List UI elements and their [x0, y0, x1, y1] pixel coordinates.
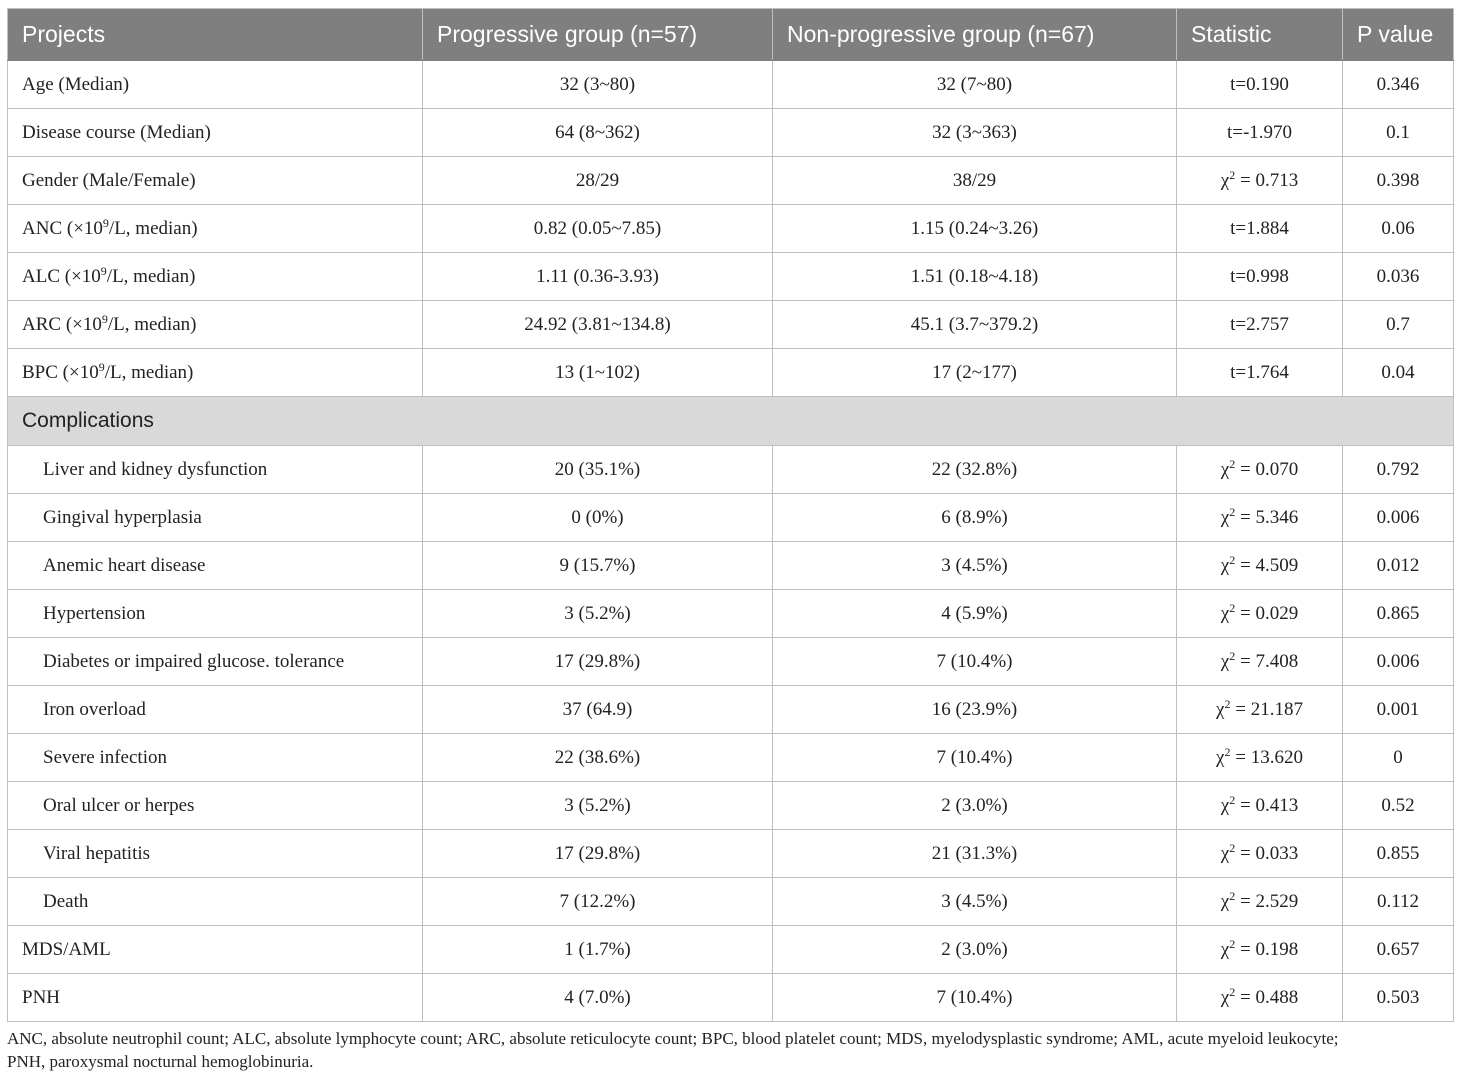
chi-exponent: 2 — [1229, 600, 1236, 615]
progressive-value: 24.92 (3.81~134.8) — [423, 301, 773, 349]
statistic-value — [1177, 878, 1343, 926]
chi-exponent: 2 — [1229, 888, 1236, 903]
statistic-value: t=1.884 — [1177, 205, 1343, 253]
nonprogressive-value: 16 (23.9%) — [773, 686, 1177, 734]
chi-exponent: 2 — [1229, 840, 1236, 855]
row-label: Severe infection — [8, 734, 423, 782]
progressive-value: 64 (8~362) — [423, 109, 773, 157]
equals-sign: = — [1235, 794, 1256, 816]
table-row — [8, 157, 1454, 205]
statistic-number: 13.620 — [1250, 746, 1303, 768]
label-prefix: ANC (×10 — [22, 217, 103, 239]
equals-sign: = — [1235, 554, 1256, 576]
progressive-value: 7 (12.2%) — [423, 878, 773, 926]
statistic-value: t=0.998 — [1177, 253, 1343, 301]
statistic-value: t=-1.970 — [1177, 109, 1343, 157]
progressive-value: 1 (1.7%) — [423, 926, 773, 974]
statistic-number: 7.408 — [1255, 650, 1299, 672]
row-label: Disease course (Median) — [8, 109, 423, 157]
row-label: Hypertension — [8, 590, 423, 638]
nonprogressive-value: 7 (10.4%) — [773, 638, 1177, 686]
table-row — [8, 349, 1454, 397]
statistic-number: 0.198 — [1255, 938, 1299, 960]
row-label — [8, 253, 423, 301]
nonprogressive-value: 7 (10.4%) — [773, 974, 1177, 1022]
statistic-number: 0.070 — [1255, 458, 1299, 480]
equals-sign: = — [1230, 746, 1251, 768]
p-value: 0.012 — [1343, 542, 1454, 590]
statistic-number: 0.713 — [1255, 169, 1299, 191]
p-value: 0.865 — [1343, 590, 1454, 638]
statistic-number: 4.509 — [1255, 554, 1299, 576]
p-value: 0.792 — [1343, 446, 1454, 494]
statistic-number: 0.033 — [1255, 842, 1299, 864]
progressive-value: 20 (35.1%) — [423, 446, 773, 494]
table-row — [8, 974, 1454, 1022]
header-pvalue: P value — [1343, 9, 1454, 61]
nonprogressive-value: 7 (10.4%) — [773, 734, 1177, 782]
row-label: MDS/AML — [8, 926, 423, 974]
statistic-value — [1177, 638, 1343, 686]
chi-symbol: χ — [1220, 169, 1230, 191]
p-value: 0.1 — [1343, 109, 1454, 157]
equals-sign: = — [1235, 650, 1256, 672]
table-row — [8, 109, 1454, 157]
tail-body — [8, 926, 1454, 1022]
statistic-number: 0.029 — [1255, 602, 1299, 624]
chi-symbol: χ — [1216, 746, 1225, 768]
statistic-value: t=2.757 — [1177, 301, 1343, 349]
label-suffix: /L, median) — [108, 217, 198, 239]
chi-symbol: χ — [1220, 650, 1230, 672]
p-value: 0.346 — [1343, 61, 1454, 109]
nonprogressive-value: 3 (4.5%) — [773, 542, 1177, 590]
table-row — [8, 926, 1454, 974]
table-row — [8, 61, 1454, 109]
p-value: 0 — [1343, 734, 1454, 782]
chi-symbol: χ — [1220, 890, 1230, 912]
statistic-number: 0.488 — [1255, 986, 1299, 1008]
p-value: 0.503 — [1343, 974, 1454, 1022]
equals-sign: = — [1235, 169, 1256, 191]
chi-symbol: χ — [1216, 698, 1225, 720]
statistic-number: 0.413 — [1255, 794, 1299, 816]
p-value: 0.001 — [1343, 686, 1454, 734]
progressive-value: 17 (29.8%) — [423, 638, 773, 686]
row-label: Oral ulcer or herpes — [8, 782, 423, 830]
equals-sign: = — [1235, 506, 1256, 528]
p-value: 0.112 — [1343, 878, 1454, 926]
equals-sign: = — [1235, 938, 1256, 960]
table-row — [8, 782, 1454, 830]
table-figure — [7, 8, 1453, 1073]
p-value: 0.04 — [1343, 349, 1454, 397]
label-prefix: ALC (×10 — [22, 265, 101, 287]
label-exponent: 9 — [102, 215, 109, 230]
nonprogressive-value: 4 (5.9%) — [773, 590, 1177, 638]
equals-sign: = — [1235, 602, 1256, 624]
chi-exponent: 2 — [1224, 696, 1231, 711]
progressive-value: 3 (5.2%) — [423, 782, 773, 830]
chi-exponent: 2 — [1229, 456, 1236, 471]
label-exponent: 9 — [100, 263, 107, 278]
row-label: Gingival hyperplasia — [8, 494, 423, 542]
progressive-value: 28/29 — [423, 157, 773, 205]
statistic-value — [1177, 590, 1343, 638]
row-label: Viral hepatitis — [8, 830, 423, 878]
equals-sign: = — [1235, 458, 1256, 480]
table-row — [8, 638, 1454, 686]
chi-exponent: 2 — [1229, 792, 1236, 807]
statistic-number: 21.187 — [1250, 698, 1303, 720]
equals-sign: = — [1235, 890, 1256, 912]
row-label: Gender (Male/Female) — [8, 157, 423, 205]
statistic-value — [1177, 926, 1343, 974]
row-label — [8, 205, 423, 253]
row-label: Age (Median) — [8, 61, 423, 109]
progressive-value: 3 (5.2%) — [423, 590, 773, 638]
p-value: 0.855 — [1343, 830, 1454, 878]
statistic-value — [1177, 686, 1343, 734]
statistic-value — [1177, 542, 1343, 590]
progressive-value: 13 (1~102) — [423, 349, 773, 397]
complications-body — [8, 446, 1454, 926]
table-row — [8, 686, 1454, 734]
progressive-value: 17 (29.8%) — [423, 830, 773, 878]
chi-symbol: χ — [1220, 602, 1230, 624]
equals-sign: = — [1230, 698, 1251, 720]
nonprogressive-value: 38/29 — [773, 157, 1177, 205]
progressive-value: 9 (15.7%) — [423, 542, 773, 590]
label-suffix: /L, median) — [107, 313, 197, 335]
table-row — [8, 878, 1454, 926]
chi-exponent: 2 — [1229, 552, 1236, 567]
nonprogressive-value: 22 (32.8%) — [773, 446, 1177, 494]
nonprogressive-value: 3 (4.5%) — [773, 878, 1177, 926]
progressive-value: 1.11 (0.36-3.93) — [423, 253, 773, 301]
table-row — [8, 494, 1454, 542]
chi-symbol: χ — [1220, 842, 1230, 864]
chi-exponent: 2 — [1229, 984, 1236, 999]
statistic-value: t=1.764 — [1177, 349, 1343, 397]
chi-symbol: χ — [1220, 794, 1230, 816]
equals-sign: = — [1235, 842, 1256, 864]
label-suffix: /L, median) — [106, 265, 196, 287]
statistic-value — [1177, 446, 1343, 494]
progressive-value: 32 (3~80) — [423, 61, 773, 109]
chi-exponent: 2 — [1229, 504, 1236, 519]
header-progressive: Progressive group (n=57) — [423, 9, 773, 61]
statistic-number: 5.346 — [1255, 506, 1299, 528]
label-exponent: 9 — [101, 311, 108, 326]
p-value: 0.7 — [1343, 301, 1454, 349]
chi-symbol: χ — [1220, 986, 1230, 1008]
table-row — [8, 446, 1454, 494]
row-label: Anemic heart disease — [8, 542, 423, 590]
header-nonprogressive: Non-progressive group (n=67) — [773, 9, 1177, 61]
label-exponent: 9 — [98, 359, 105, 374]
label-suffix: /L, median) — [104, 361, 194, 383]
chi-exponent: 2 — [1229, 167, 1236, 182]
progressive-value: 0 (0%) — [423, 494, 773, 542]
nonprogressive-value: 32 (3~363) — [773, 109, 1177, 157]
footnote-line: PNH, paroxysmal nocturnal hemoglobinuria. — [7, 1052, 314, 1071]
progressive-value: 4 (7.0%) — [423, 974, 773, 1022]
nonprogressive-value: 21 (31.3%) — [773, 830, 1177, 878]
progressive-value: 22 (38.6%) — [423, 734, 773, 782]
table-row — [8, 590, 1454, 638]
progressive-value: 0.82 (0.05~7.85) — [423, 205, 773, 253]
nonprogressive-value: 45.1 (3.7~379.2) — [773, 301, 1177, 349]
nonprogressive-value: 2 (3.0%) — [773, 782, 1177, 830]
row-label: Liver and kidney dysfunction — [8, 446, 423, 494]
equals-sign: = — [1235, 986, 1256, 1008]
chi-exponent: 2 — [1229, 936, 1236, 951]
row-label: Diabetes or impaired glucose. tolerance — [8, 638, 423, 686]
chi-exponent: 2 — [1229, 648, 1236, 663]
statistic-value — [1177, 830, 1343, 878]
nonprogressive-value: 1.51 (0.18~4.18) — [773, 253, 1177, 301]
row-label: PNH — [8, 974, 423, 1022]
row-label — [8, 301, 423, 349]
p-value: 0.006 — [1343, 494, 1454, 542]
p-value: 0.52 — [1343, 782, 1454, 830]
header-statistic: Statistic — [1177, 9, 1343, 61]
table-row — [8, 205, 1454, 253]
chi-symbol: χ — [1220, 938, 1230, 960]
chi-symbol: χ — [1220, 554, 1230, 576]
statistic-value — [1177, 734, 1343, 782]
footnote-line: ANC, absolute neutrophil count; ALC, absolute lymphocyte count; ARC, absolute reticulocyte count; BPC, blood platelet count; MDS, myelodysplastic syndrome; AML, acute myeloid leukocyte; — [7, 1029, 1339, 1048]
p-value: 0.398 — [1343, 157, 1454, 205]
statistic-value — [1177, 782, 1343, 830]
nonprogressive-value: 32 (7~80) — [773, 61, 1177, 109]
chi-symbol: χ — [1220, 506, 1230, 528]
label-prefix: BPC (×10 — [22, 361, 99, 383]
row-label — [8, 349, 423, 397]
table-row — [8, 542, 1454, 590]
table-row — [8, 734, 1454, 782]
header-projects: Projects — [8, 9, 423, 61]
statistic-value — [1177, 157, 1343, 205]
nonprogressive-value: 1.15 (0.24~3.26) — [773, 205, 1177, 253]
table-footnote — [7, 1027, 1453, 1073]
chi-symbol: χ — [1220, 458, 1230, 480]
table-row — [8, 830, 1454, 878]
statistic-value — [1177, 974, 1343, 1022]
progressive-value: 37 (64.9) — [423, 686, 773, 734]
label-prefix: ARC (×10 — [22, 313, 102, 335]
statistic-value — [1177, 494, 1343, 542]
table-row — [8, 253, 1454, 301]
p-value: 0.657 — [1343, 926, 1454, 974]
row-label: Death — [8, 878, 423, 926]
statistic-number: 2.529 — [1255, 890, 1299, 912]
table-row — [8, 301, 1454, 349]
p-value: 0.036 — [1343, 253, 1454, 301]
p-value: 0.006 — [1343, 638, 1454, 686]
nonprogressive-value: 6 (8.9%) — [773, 494, 1177, 542]
section-label: Complications — [8, 397, 1454, 446]
p-value: 0.06 — [1343, 205, 1454, 253]
nonprogressive-value: 2 (3.0%) — [773, 926, 1177, 974]
statistic-value: t=0.190 — [1177, 61, 1343, 109]
chi-exponent: 2 — [1224, 744, 1231, 759]
header-row — [8, 9, 1454, 61]
data-table — [7, 8, 1454, 1022]
row-label: Iron overload — [8, 686, 423, 734]
nonprogressive-value: 17 (2~177) — [773, 349, 1177, 397]
section-row — [8, 397, 1454, 446]
